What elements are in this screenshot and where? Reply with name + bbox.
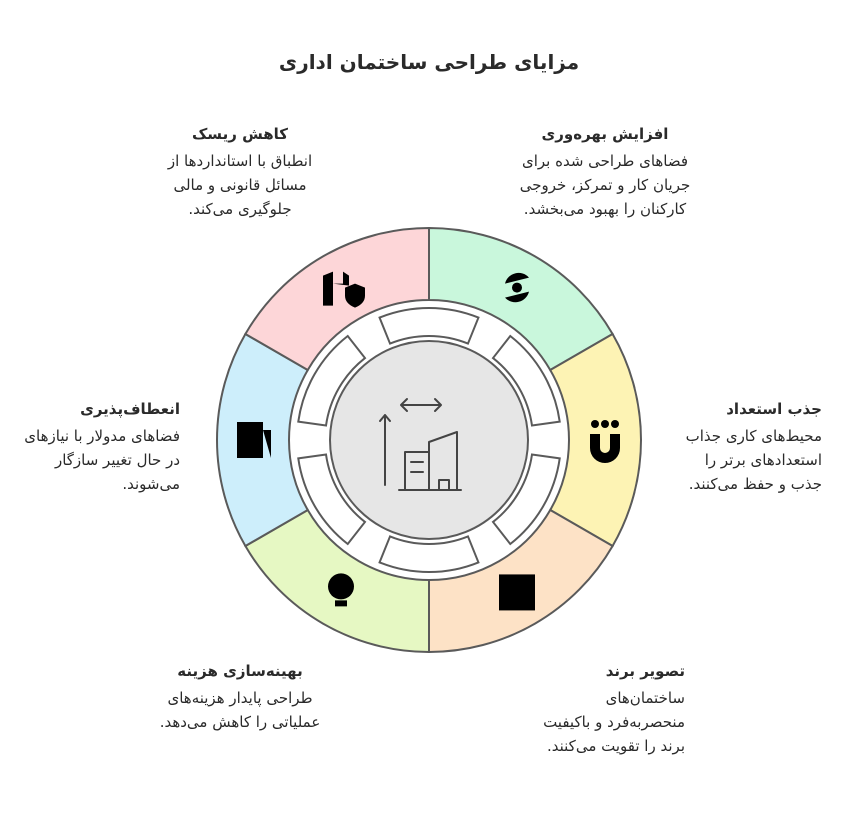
benefit-text: فضاهای طراحی شده برای جریان کار و تمرکز، خروجی کارکنان را بهبود می‌بخشد.: [519, 152, 691, 218]
center-hub: [330, 341, 528, 539]
benefit-talent: [672, 400, 822, 496]
benefit-heading: جذب استعداد: [726, 400, 822, 418]
diagram-title: مزایای طراحی ساختمان اداری: [278, 50, 580, 74]
benefit-risk: [150, 125, 330, 221]
benefit-flexibility: [20, 400, 180, 496]
segment-flexibility: [217, 334, 308, 546]
benefit-heading: بهینه‌سازی هزینه: [177, 662, 303, 680]
ring-notch: [380, 536, 479, 572]
benefit-heading: تصویر برند: [605, 662, 685, 680]
storefront-icon: [499, 574, 535, 610]
benefit-text: طراحی پایدار هزینه‌های عملیاتی را کاهش می‌دهد.: [159, 689, 321, 731]
benefit-text: محیط‌های کاری جذاب استعدادهای برتر را جذب و حفظ می‌کنند.: [685, 427, 822, 493]
benefit-heading: کاهش ریسک: [191, 125, 289, 143]
benefit-brand: [535, 662, 685, 758]
segment-talent: [550, 334, 641, 546]
benefit-cost: [150, 662, 330, 734]
benefit-text: فضاهای مدولار با نیازهای در حال تغییر سازگار می‌شوند.: [24, 427, 180, 493]
benefit-heading: انعطاف‌پذیری: [80, 400, 180, 418]
benefit-text: انطباق با استانداردها از مسائل قانونی و مالی جلوگیری می‌کند.: [167, 152, 313, 218]
benefit-productivity: [505, 125, 705, 221]
ring-notch: [380, 308, 479, 344]
benefit-heading: افزایش بهره‌وری: [541, 125, 669, 143]
benefit-text: ساختمان‌های منحصربه‌فرد و باکیفیت برند را تقویت می‌کنند.: [543, 689, 685, 755]
